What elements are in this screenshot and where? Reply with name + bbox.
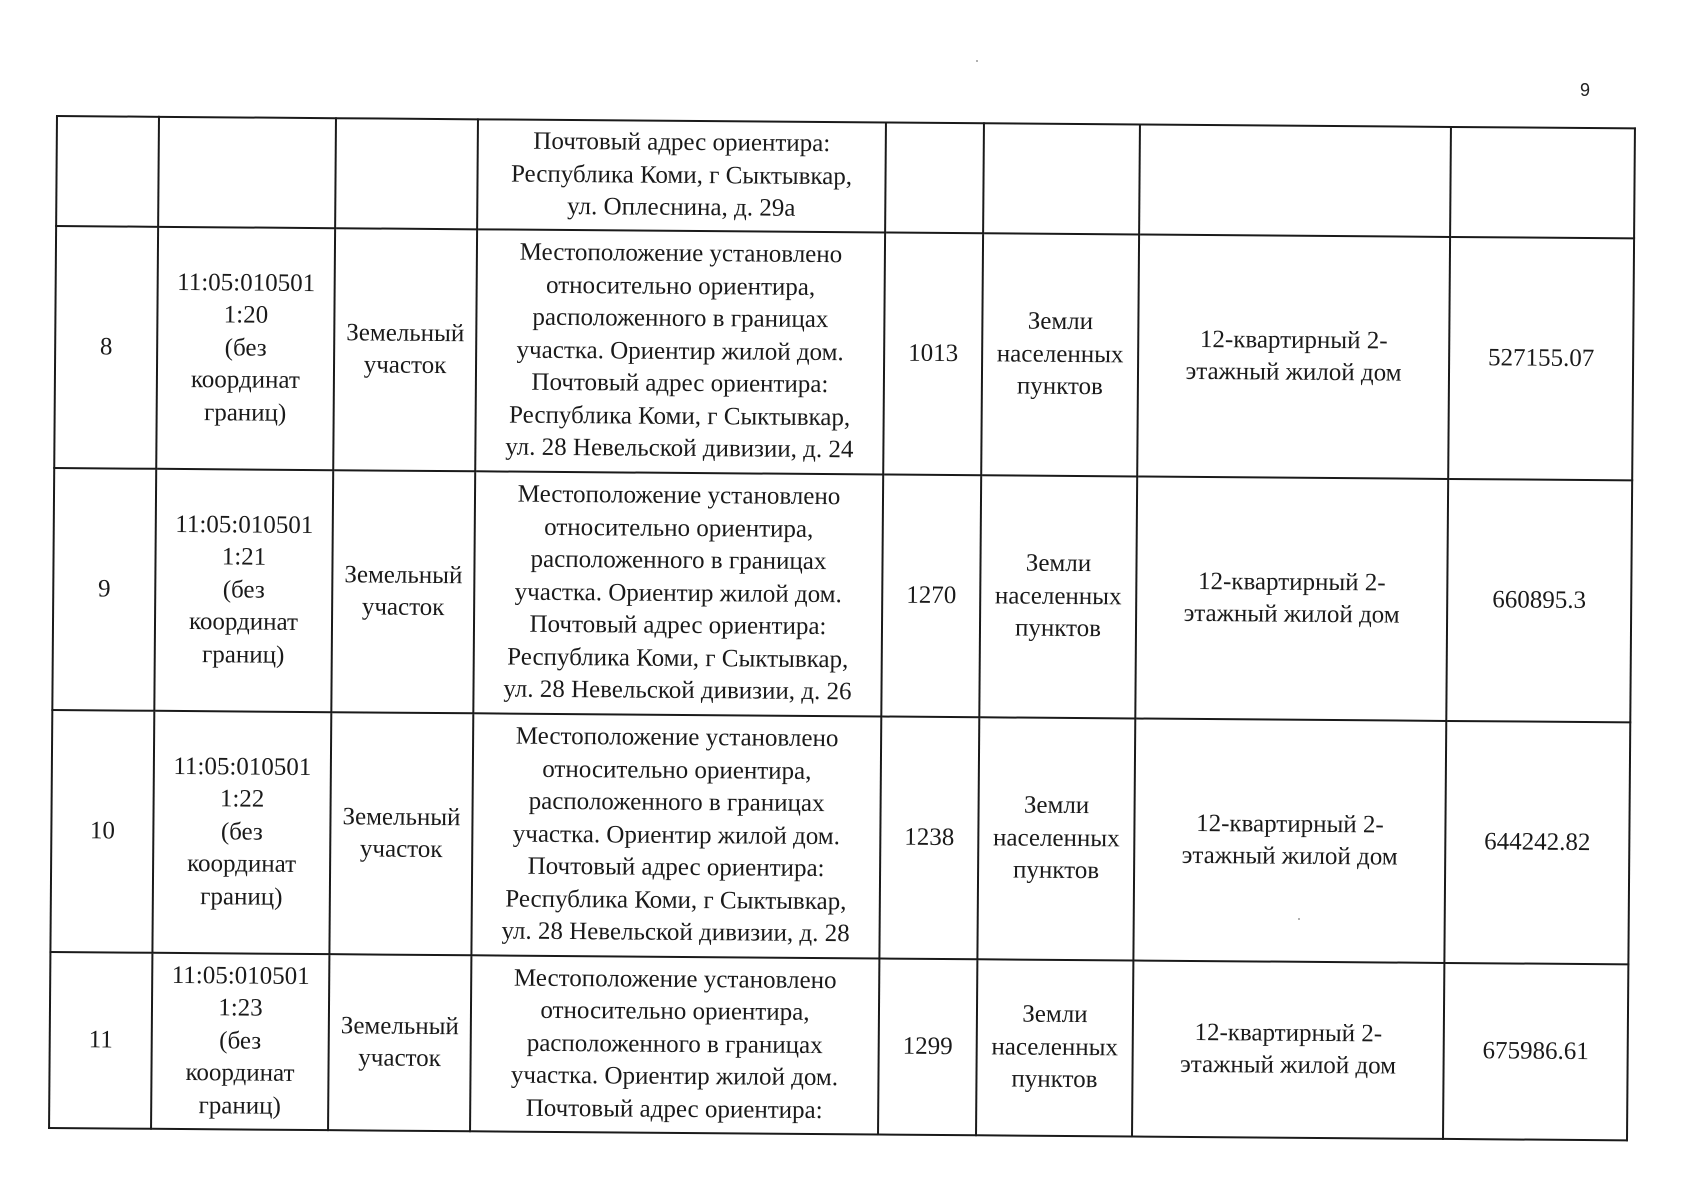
cell-cadastral-value: 644242.82 — [1444, 721, 1630, 964]
cell-permitted-use: 12-квартирный 2- этажный жилой дом — [1133, 718, 1446, 962]
cell-number: 9 — [52, 468, 156, 711]
cell-cadastral-number: 11:05:010501 1:21 (без координат границ) — [154, 469, 333, 712]
cell-address: Местоположение установлено относительно ориентира, расположенного в границах участка. Ориентир жилой дом. Почтовый адрес ориентира: Республика Коми, г Сыктывкар, ул. 28 Невельской дивизии, д. 26 — [473, 471, 883, 716]
table-row — [54, 226, 1634, 480]
cell-area: 1013 — [883, 233, 983, 476]
cell-area: 1270 — [881, 475, 981, 718]
cell-area — [885, 123, 984, 234]
cell-number: 11 — [49, 952, 152, 1129]
cell-land-category: Земли населенных пунктов — [979, 475, 1137, 718]
cell-address: Местоположение установлено относительно ориентира, расположенного в границах участка. Ориентир жилой дом. Почтовый адрес ориентира: — [470, 955, 879, 1134]
cell-cadastral-value: 527155.07 — [1448, 237, 1634, 480]
cell-permitted-use — [1139, 125, 1451, 237]
cell-cadastral-number: 11:05:010501 1:22 (без координат границ) — [152, 711, 331, 954]
cell-cadastral-number — [158, 117, 336, 228]
cell-object-type: Земельный участок — [328, 954, 471, 1131]
cell-cadastral-number: 11:05:010501 1:20 (без координат границ) — [156, 227, 335, 470]
cell-cadastral-number: 11:05:010501 1:23 (без координат границ) — [151, 953, 329, 1130]
cell-object-type: Земельный участок — [331, 470, 475, 713]
cell-land-category: Земли населенных пунктов — [977, 717, 1135, 960]
cell-address: Почтовый адрес ориентира: Республика Коми, г Сыктывкар, ул. Оплеснина, д. 29а — [477, 119, 886, 232]
cell-number: 10 — [50, 710, 154, 953]
cell-land-category: Земли населенных пунктов — [976, 959, 1133, 1136]
cell-land-category: Земли населенных пунктов — [981, 233, 1139, 476]
cell-number: 8 — [54, 226, 158, 469]
cell-permitted-use: 12-квартирный 2- этажный жилой дом — [1132, 960, 1444, 1138]
cell-address: Местоположение установлено относительно ориентира, расположенного в границах участка. Ориентир жилой дом. Почтовый адрес ориентира: Республика Коми, г Сыктывкар, ул. 28 Невельской дивизии, д. 24 — [475, 229, 885, 474]
cell-permitted-use: 12-квартирный 2- этажный жилой дом — [1137, 235, 1450, 479]
cell-cadastral-value: 675986.61 — [1443, 963, 1628, 1140]
cell-area: 1299 — [878, 958, 977, 1135]
table-row-continuation — [56, 116, 1635, 238]
cell-cadastral-value: 660895.3 — [1446, 479, 1632, 722]
cell-number — [56, 116, 159, 227]
table-row — [49, 952, 1628, 1140]
table-row — [50, 710, 1630, 964]
land-plots-table — [48, 115, 1636, 1141]
cell-address: Местоположение установлено относительно ориентира, расположенного в границах участка. Ориентир жилой дом. Почтовый адрес ориентира: Республика Коми, г Сыктывкар, ул. 28 Невельской дивизии, д. 28 — [471, 713, 881, 958]
table-row — [52, 468, 1632, 722]
cell-object-type: Земельный участок — [329, 712, 473, 955]
cell-permitted-use: 12-квартирный 2- этажный жилой дом — [1135, 477, 1448, 721]
cell-cadastral-value — [1450, 127, 1635, 238]
scan-speck — [976, 60, 978, 62]
cell-object-type — [335, 118, 478, 229]
page-number: 9 — [1580, 80, 1591, 100]
cell-land-category — [983, 123, 1140, 234]
cell-object-type: Земельный участок — [333, 228, 477, 471]
cell-area: 1238 — [879, 717, 979, 960]
